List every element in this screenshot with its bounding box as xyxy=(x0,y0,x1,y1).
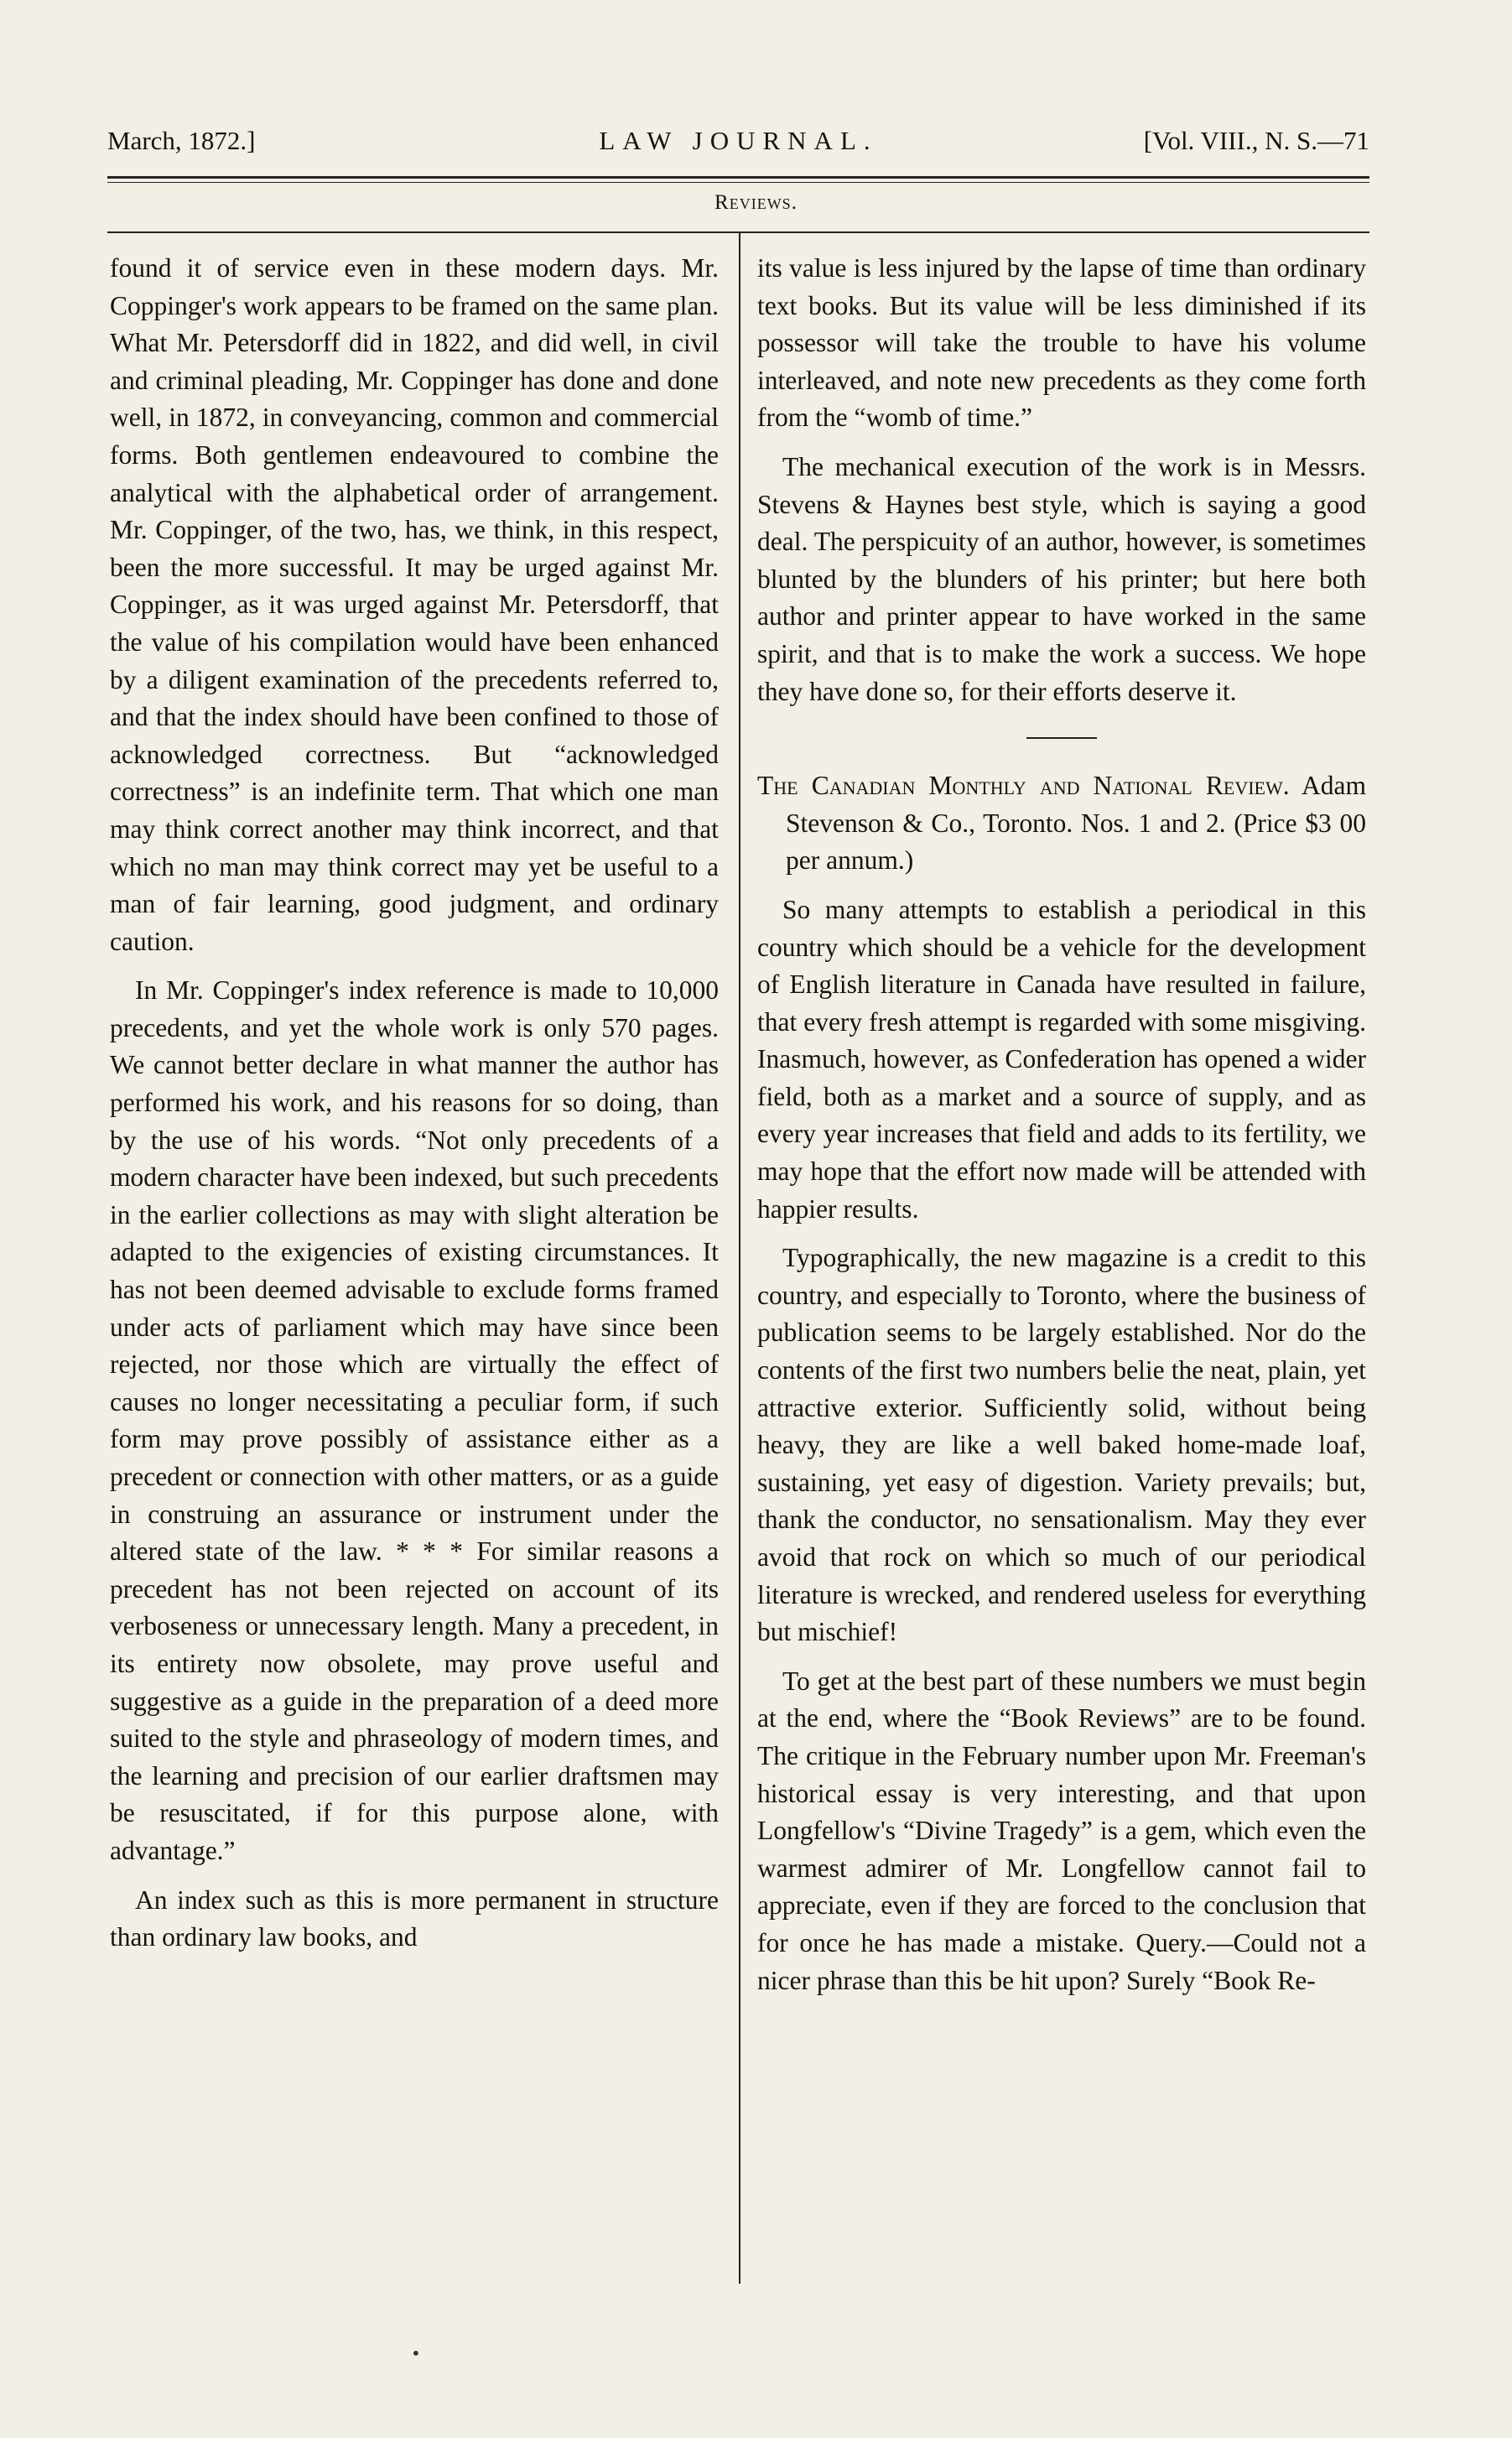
ink-speck: • xyxy=(411,2343,421,2363)
header-date: March, 1872.] xyxy=(107,126,256,155)
section-title: Reviews. xyxy=(714,191,798,214)
left-column xyxy=(110,250,719,1968)
review-title: The Canadian Monthly and National Review. xyxy=(757,771,1290,801)
header-rule-thick xyxy=(107,176,1369,179)
journal-title: LAW JOURNAL. xyxy=(599,126,878,155)
paragraph: its value is less injured by the lapse of time than ordinary text books. But its value will be less diminished if its possessor will take the trouble to have his volume interleaved, and note new precedents as they come forth from the “womb of time.” xyxy=(757,253,1366,433)
section-divider xyxy=(1026,737,1097,739)
paragraph: An index such as this is more permanent in structure than ordinary law books, and xyxy=(110,1884,719,1952)
right-column xyxy=(757,250,1366,2011)
paragraph: Typographically, the new magazine is a credit to this country, and especially to Toronto, where the business of publication seems to be largely established. Nor do the contents of the first two numbers belie the neat, plain, yet attractive exterior. Sufficiently solid, without being heavy, they are like a well baked home-made loaf, sustaining, yet easy of digestion. Variety prevails; but, thank the conductor, no sensationalism. May they ever avoid that rock on which so much of our periodical literature is wrecked, and rendered useless for everything but mischief! xyxy=(757,1243,1366,1647)
paragraph: To get at the best part of these numbers we must begin at the end, where the “Book Reviews” are to be found. The critique in the February number upon Mr. Freeman's historical essay is very interesting, and that upon Longfellow's “Divine Tragedy” is a gem, which even the warmest admirer of Mr. Longfellow cannot fail to appreciate, even if they are forced to the conclusion that for once he has made a mistake. Query.—Could not a nicer phrase than this be hit upon? Surely “Book Re- xyxy=(757,1666,1366,1995)
review-reference xyxy=(757,767,1366,880)
paragraph: found it of service even in these modern days. Mr. Coppinger's work appears to be framed on the same plan. What Mr. Petersdorff did in 1822, and did well, in civil and criminal pleading, Mr. Coppinger has done and done well, in 1872, in conveyancing, common and commercial forms. Both gentlemen endeavoured to combine the analytical with the alphabetical order of arrangement. Mr. Coppinger, of the two, has, we think, in this respect, been the more successful. It may be urged against Mr. Coppinger, as it was urged against Mr. Petersdorff, that the value of his compilation would have been enhanced by a diligent examination of the precedents referred to, and that the index should have been confined to those of acknowledged correctness. But “acknowledged correctness” is an indefinite term. That which one man may think correct another may think incorrect, and that which no man may think correct may yet be useful to a man of fair learning, good judgment, and ordinary caution. xyxy=(110,253,719,956)
paragraph: So many attempts to establish a periodical in this country which should be a vehicle for the development of English literature in Canada have resulted in failure, that every fresh attempt is regarded with some misgiving. Inasmuch, however, as Confederation has opened a wider field, both as a market and a source of supply, and as every year increases that field and adds to its fertility, we may hope that the effort now made will be attended with happier results. xyxy=(757,894,1366,1224)
review-publisher: Adam Stevenson & Co., Toronto. Nos. 1 and 2. (Price $3 00 per annum.) xyxy=(786,771,1366,876)
column-divider xyxy=(739,233,740,2284)
running-header xyxy=(107,126,1369,168)
paragraph: In Mr. Coppinger's index reference is made to 10,000 precedents, and yet the whole work is only 570 pages. We cannot better declare in what manner the author has performed his work, and his reasons for so doing, than by the use of his words. “Not only precedents of a modern character have been indexed, but such precedents in the earlier collections as may with slight alteration be adapted to the exigencies of existing circumstances. It has not been deemed advisable to exclude forms framed under acts of parliament which may have since been rejected, nor those which are virtually the effect of causes no longer necessitating a peculiar form, if such form may prove possibly of assistance either as a precedent or connection with other matters, or as a guide in construing an assurance or instrument under the altered state of the law. * * * For similar reasons a precedent has not been rejected on account of its verboseness or unnecessary length. Many a precedent, in its entirety now obsolete, may prove useful and suggestive as a guide in the preparation of a deed more suited to the style and phraseology of modern times, and the learning and precision of our earlier draftsmen may be resuscitated, if for this purpose alone, with advantage.” xyxy=(110,975,719,1865)
volume-page: [Vol. VIII., N. S.—71 xyxy=(1143,126,1369,155)
paragraph: The mechanical execution of the work is in Messrs. Stevens & Haynes best style, which is saying a good deal. The perspicuity of an author, however, is sometimes blunted by the blunders of his printer; but here both author and printer appear to have worked in the same spirit, and that is to make the work a success. We hope they have done so, for their efforts deserve it. xyxy=(757,451,1366,706)
header-rule-thin xyxy=(107,182,1369,183)
